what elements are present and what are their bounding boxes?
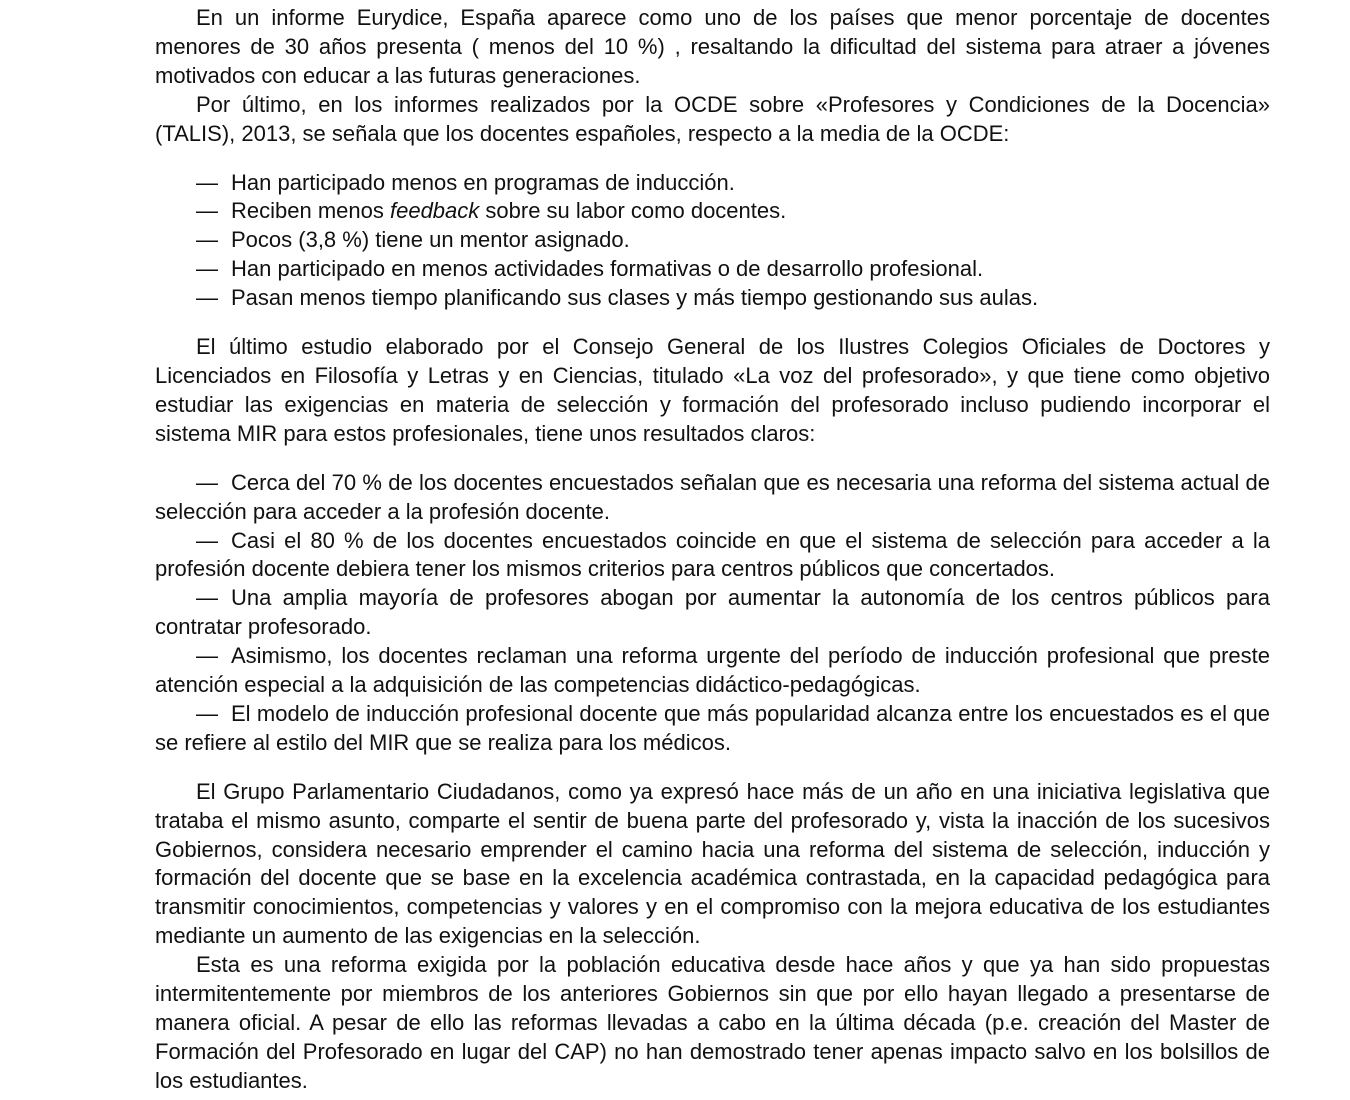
paragraph-estudio: El último estudio elaborado por el Consejo General de los Ilustres Colegios Oficiales de Doctores y Licenciados en Filosofía y Letras y en Ciencias, titulado «La voz del profesorado», y que tiene como objetivo estudiar las exigencias en materia de selección y formación del profesorado incluso pudiendo incorporar el sistema MIR para estos profesionales, tiene unos resultados claros: bbox=[155, 334, 1270, 446]
list-item-text: Han participado menos en programas de inducción. bbox=[231, 169, 735, 195]
paragraph-spacer bbox=[155, 149, 1270, 169]
list-item bbox=[155, 284, 1270, 313]
dash-bullet: — bbox=[196, 227, 218, 253]
list-item bbox=[155, 700, 1270, 758]
document-body bbox=[155, 4, 1270, 1096]
list-item bbox=[155, 527, 1270, 585]
list-item bbox=[155, 584, 1270, 642]
paragraph-ciudadanos: El Grupo Parlamentario Ciudadanos, como ya expresó hace más de un año en una iniciativa legislativa que trataba el mismo asunto, comparte el sentir de buena parte del profesorado y, vista la inacción de los sucesivos Gobiernos, considera necesario emprender el camino hacia una reforma del sistema de selección, inducción y formación del docente que se base en la excelencia académica contrastada, en la capacidad pedagógica para transmitir conocimientos, competencias y valores y en el compromiso con la mejora educativa de los estudiantes mediante un aumento de las exigencias en la selección. bbox=[155, 778, 1270, 949]
dash-bullet: — bbox=[196, 198, 218, 224]
list-item-text: Cerca del 70 % de los docentes encuestados señalan que es necesaria una reforma del sistema actual de selección para acceder a la profesión docente. bbox=[155, 469, 1270, 524]
list-item-text: Pasan menos tiempo planificando sus clases y más tiempo gestionando sus aulas. bbox=[231, 285, 1039, 311]
list-item-text: sobre su labor como docentes. bbox=[479, 198, 787, 224]
dash-bullet: — bbox=[196, 527, 218, 553]
talis-findings-list bbox=[155, 169, 1270, 314]
paragraph-ocde: Por último, en los informes realizados por la OCDE sobre «Profesores y Condiciones de la Docencia» (TALIS), 2013, se señala que los docentes españoles, respecto a la media de la OCDE: bbox=[155, 91, 1270, 146]
survey-results-list bbox=[155, 469, 1270, 758]
list-item-text: El modelo de inducción profesional docente que más popularidad alcanza entre los encuestados es el que se refiere al estilo del MIR que se realiza para los médicos. bbox=[155, 700, 1270, 755]
dash-bullet: — bbox=[196, 643, 218, 669]
dash-bullet: — bbox=[196, 585, 218, 611]
list-item bbox=[155, 469, 1270, 527]
paragraph-reforma: Esta es una reforma exigida por la población educativa desde hace años y que ya han sido propuestas intermitentemente por miembros de los anteriores Gobiernos sin que por ello hayan llegado a presentarse de manera oficial. A pesar de ello las reformas llevadas a cabo en la última década (p.e. creación del Master de Formación del Profesorado en lugar del CAP) no han demostrado tener apenas impacto salvo en los bolsillos de los estudiantes. bbox=[155, 952, 1270, 1093]
dash-bullet: — bbox=[196, 169, 218, 195]
dash-bullet: — bbox=[196, 469, 218, 495]
list-item bbox=[155, 169, 1270, 198]
dash-bullet: — bbox=[196, 700, 218, 726]
list-item-text: Una amplia mayoría de profesores abogan por aumentar la autonomía de los centros públicos para contratar profesorado. bbox=[155, 585, 1270, 640]
paragraph-spacer bbox=[155, 449, 1270, 469]
dash-bullet: — bbox=[196, 256, 218, 282]
paragraph-spacer bbox=[155, 313, 1270, 333]
list-item bbox=[155, 197, 1270, 226]
list-item-text: Asimismo, los docentes reclaman una reforma urgente del período de inducción profesional que preste atención especial a la adquisición de las competencias didáctico-pedagógicas. bbox=[155, 643, 1270, 698]
list-item bbox=[155, 255, 1270, 284]
list-item bbox=[155, 226, 1270, 255]
dash-bullet: — bbox=[196, 285, 218, 311]
paragraph-eurydice: En un informe Eurydice, España aparece como uno de los países que menor porcentaje de docentes menores de 30 años presenta ( menos del 10 %) , resaltando la dificultad del sistema para atraer a jóvenes motivados con educar a las futuras generaciones. bbox=[155, 5, 1270, 88]
list-item-text: Casi el 80 % de los docentes encuestados coincide en que el sistema de selección para acceder a la profesión docente debiera tener los mismos criterios para centros públicos que concertados. bbox=[155, 527, 1270, 582]
list-item-text: Han participado en menos actividades formativas o de desarrollo profesional. bbox=[231, 256, 984, 282]
italic-term: feedback bbox=[389, 198, 480, 224]
paragraph-spacer bbox=[155, 758, 1270, 778]
list-item bbox=[155, 642, 1270, 700]
list-item-text: Pocos (3,8 %) tiene un mentor asignado. bbox=[231, 227, 630, 253]
list-item-text: Reciben menos bbox=[231, 198, 390, 224]
